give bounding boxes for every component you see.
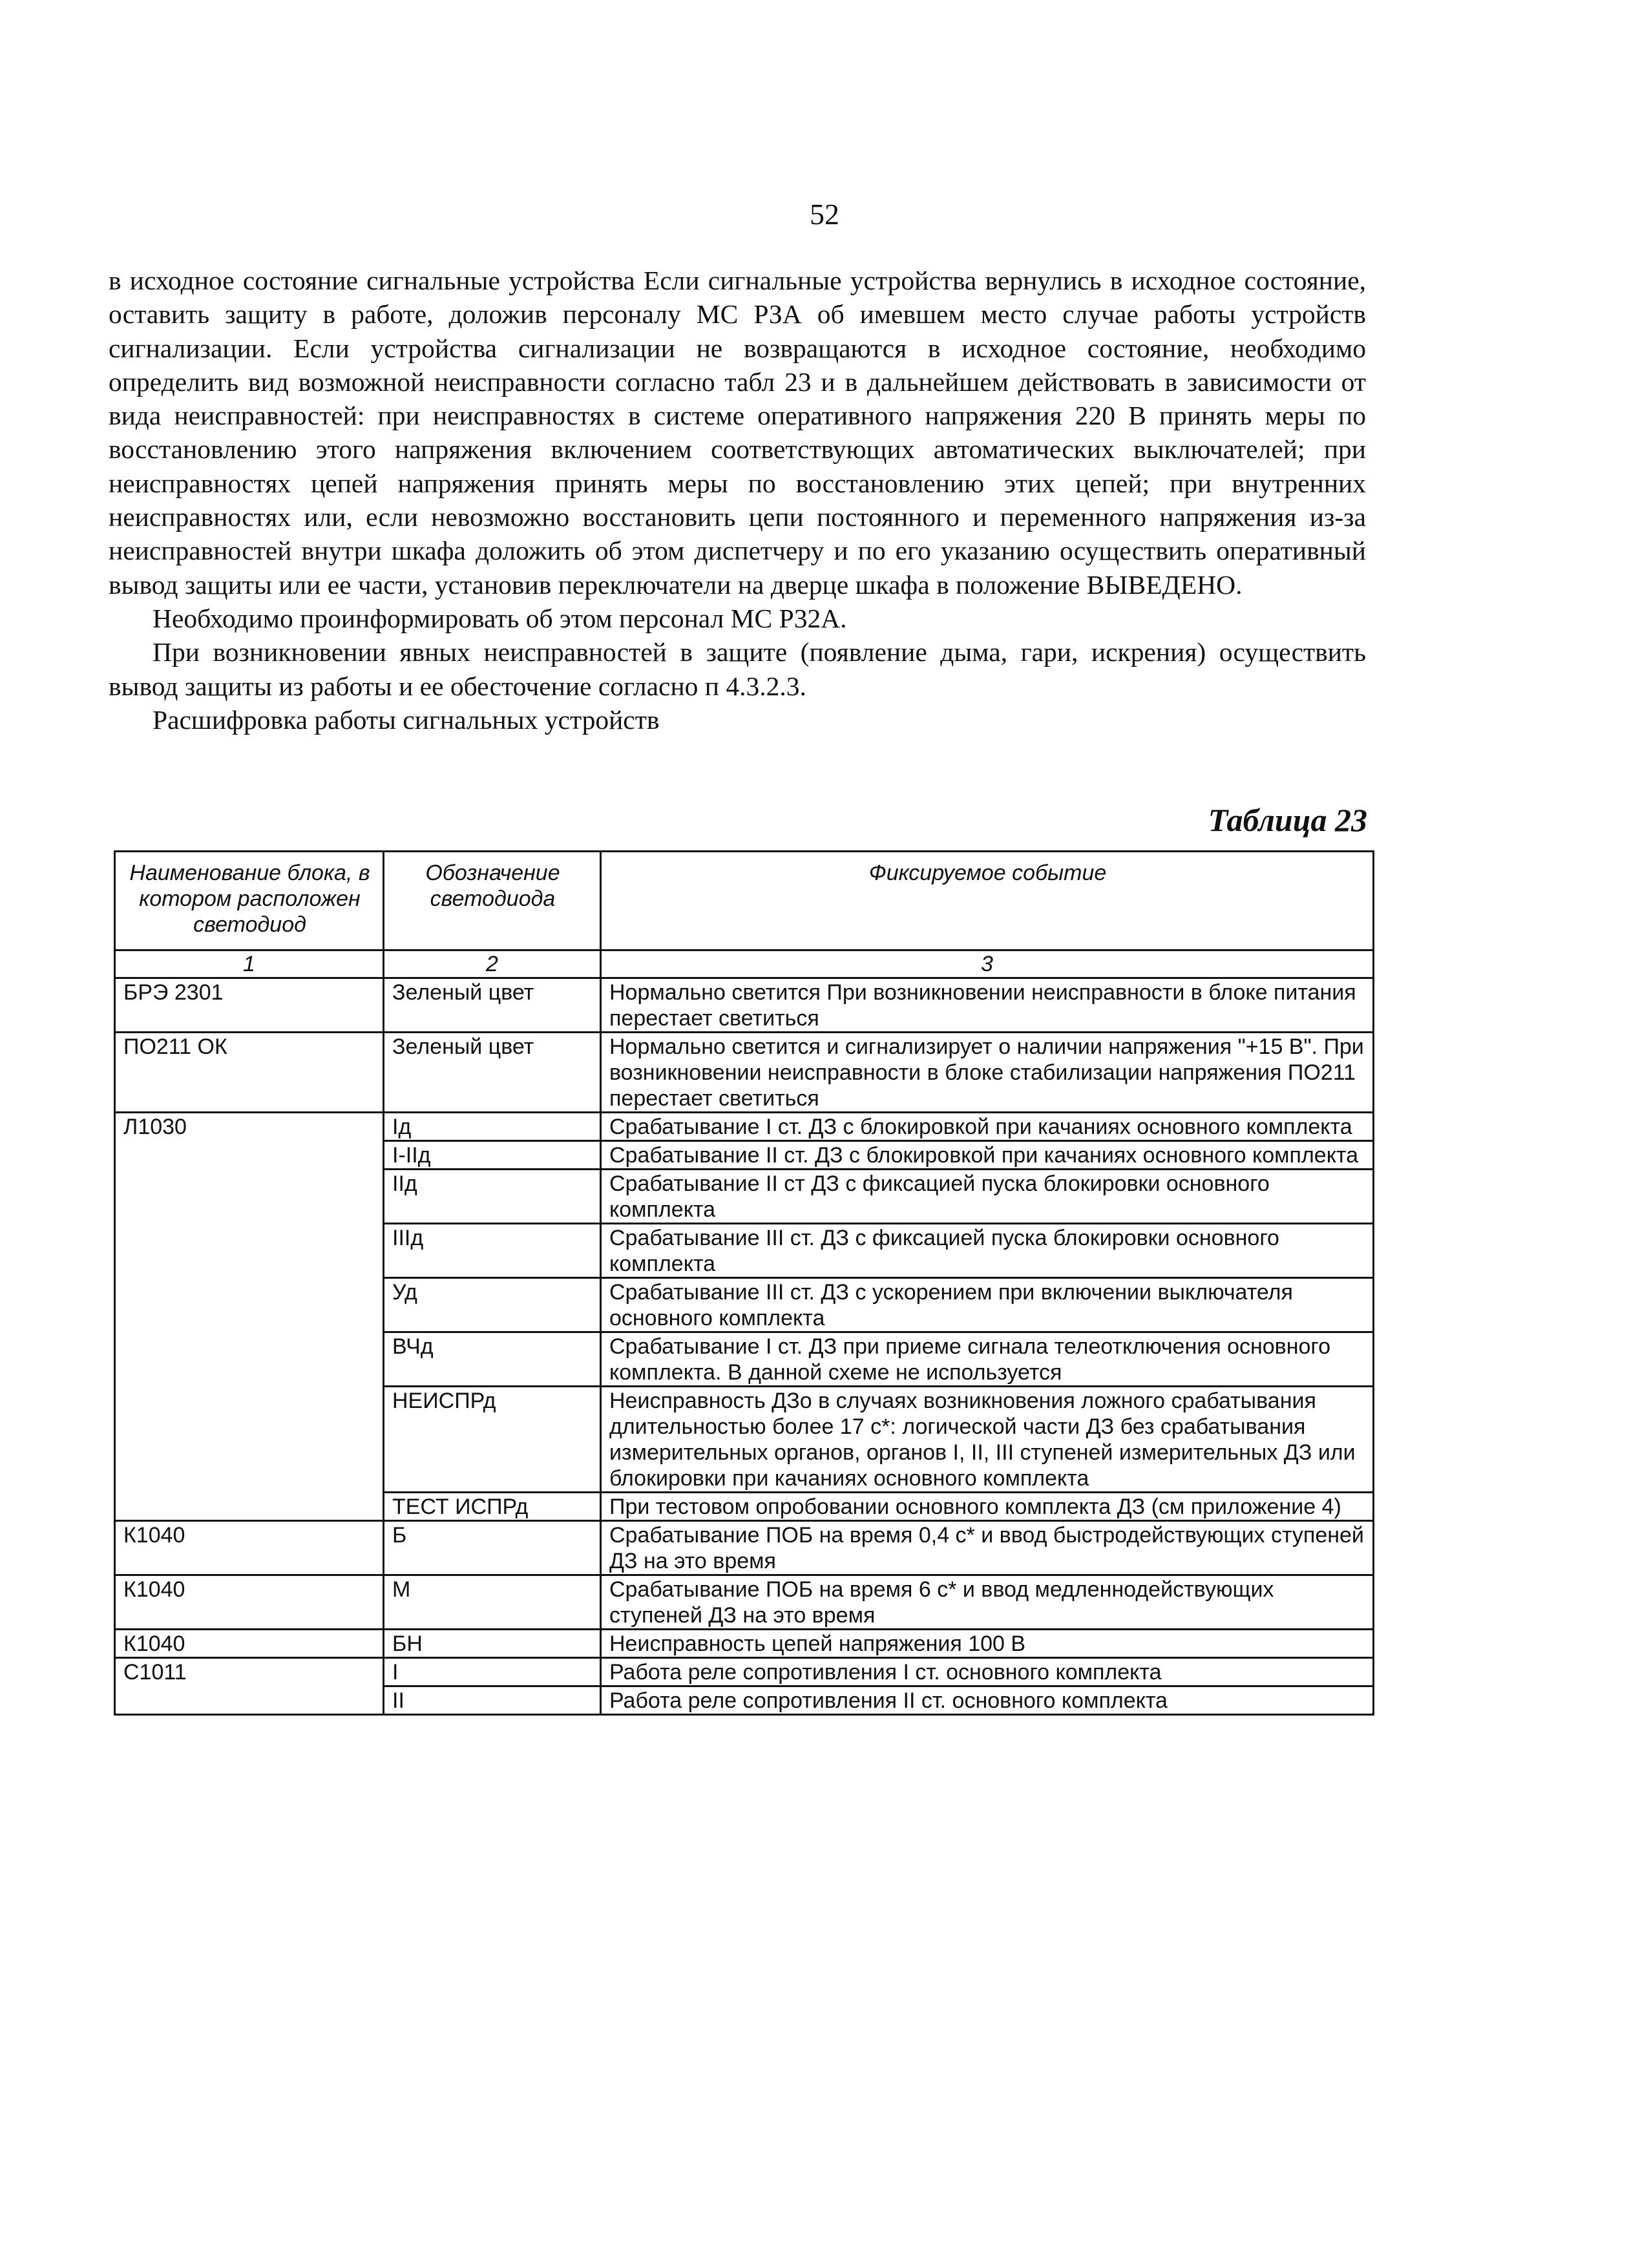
table-row bbox=[115, 1387, 1374, 1493]
led-cell: I bbox=[384, 1658, 601, 1686]
event-cell: Работа реле сопротивления I ст. основного комплекта bbox=[601, 1658, 1374, 1686]
led-cell: Зеленый цвет bbox=[384, 978, 601, 1033]
event-cell: Срабатывание ПОБ на время 0,4 с* и ввод быстродействующих ступеней ДЗ на это время bbox=[601, 1521, 1374, 1575]
event-cell: Нормально светится При возникновении неисправности в блоке питания перестает светиться bbox=[601, 978, 1374, 1033]
block-name-cell: К1040 bbox=[115, 1575, 384, 1630]
block-name-cell bbox=[115, 1170, 384, 1224]
block-name-cell: Л1030 bbox=[115, 1113, 384, 1141]
table-row bbox=[115, 1658, 1374, 1686]
event-cell: Срабатывание III ст. ДЗ с фиксацией пуска блокировки основного комплекта bbox=[601, 1224, 1374, 1278]
event-cell: Срабатывание ПОБ на время 6 с* и ввод медленнодействующих ступеней ДЗ на это время bbox=[601, 1575, 1374, 1630]
block-name-cell bbox=[115, 1141, 384, 1170]
table-row bbox=[115, 1278, 1374, 1332]
table-header-row bbox=[115, 852, 1374, 950]
table-row bbox=[115, 1575, 1374, 1630]
table-row bbox=[115, 1332, 1374, 1387]
block-name-cell bbox=[115, 1387, 384, 1493]
led-cell: II bbox=[384, 1686, 601, 1715]
led-cell: Зеленый цвет bbox=[384, 1033, 601, 1113]
table-row bbox=[115, 1224, 1374, 1278]
signal-devices-table bbox=[114, 850, 1374, 1716]
block-name-cell: ПО211 ОК bbox=[115, 1033, 384, 1113]
paragraph: При возникновении явных неисправностей в защите (появление дыма, гари, искрения) осуществить вывод защиты из работы и ее обесточение согласно п 4.3.2.3. bbox=[109, 637, 1366, 701]
event-cell: Срабатывание III ст. ДЗ с ускорением при включении выключателя основного комплекта bbox=[601, 1278, 1374, 1332]
event-cell: При тестовом опробовании основного комплекта ДЗ (см приложение 4) bbox=[601, 1493, 1374, 1521]
table-row bbox=[115, 1113, 1374, 1141]
block-name-cell bbox=[115, 1224, 384, 1278]
led-cell: М bbox=[384, 1575, 601, 1630]
event-cell: Работа реле сопротивления II ст. основного комплекта bbox=[601, 1686, 1374, 1715]
block-name-cell: К1040 bbox=[115, 1630, 384, 1658]
header-led-designation: Обозначение светодиода bbox=[384, 852, 601, 950]
page-number: 52 bbox=[810, 198, 839, 231]
paragraph: в исходное состояние сигнальные устройства Если сигнальные устройства вернулись в исходное состояние, оставить защиту в работе, доложив персоналу МС РЗА об имевшем место случае работы устройств сигнализации. Если устройства сигнализации не возвращаются в исходное состояние, необходимо определить вид возможной неисправности согласно табл 23 и в дальнейшем действовать в зависимости от вида неисправностей: при неисправностях в системе оперативного напряжения 220 В принять меры по восстановлению этого напряжения включением соответствующих автоматических выключателей; при неисправностях цепей напряжения принять меры по восстановлению этих цепей; при внутренних неисправностях или, если невозможно восстановить цепи постоянного и переменного напряжения из-за неисправностей внутри шкафа доложить об этом диспетчеру и по его указанию осуществить оперативный вывод защиты или ее части, установив переключатели на дверце шкафа в положение ВЫВЕДЕНО. bbox=[109, 266, 1366, 600]
led-cell: Б bbox=[384, 1521, 601, 1575]
event-cell: Нормально светится и сигнализирует о наличии напряжения "+15 В". При возникновении неисправности в блоке стабилизации напряжения ПО211 перестает светиться bbox=[601, 1033, 1374, 1113]
led-cell: БН bbox=[384, 1630, 601, 1658]
column-number: 1 bbox=[115, 950, 384, 978]
block-name-cell bbox=[115, 1493, 384, 1521]
body-text bbox=[109, 264, 1366, 737]
column-number: 2 bbox=[384, 950, 601, 978]
table-row bbox=[115, 1170, 1374, 1224]
header-event: Фиксируемое событие bbox=[601, 852, 1374, 950]
event-cell: Срабатывание II ст. ДЗ с блокировкой при качаниях основного комплекта bbox=[601, 1141, 1374, 1170]
led-cell: НЕИСПРд bbox=[384, 1387, 601, 1493]
event-cell: Срабатывание I ст. ДЗ при приеме сигнала телеотключения основного комплекта. В данной схеме не используется bbox=[601, 1332, 1374, 1387]
block-name-cell: К1040 bbox=[115, 1521, 384, 1575]
column-number-row bbox=[115, 950, 1374, 978]
table-row bbox=[115, 1686, 1374, 1715]
paragraph: Необходимо проинформировать об этом персонал МС Р32А. bbox=[152, 603, 847, 633]
block-name-cell: БРЭ 2301 bbox=[115, 978, 384, 1033]
table-row bbox=[115, 978, 1374, 1033]
event-cell: Срабатывание I ст. ДЗ с блокировкой при качаниях основного комплекта bbox=[601, 1113, 1374, 1141]
block-name-cell: С1011 bbox=[115, 1658, 384, 1686]
table-row bbox=[115, 1630, 1374, 1658]
event-cell: Неисправность цепей напряжения 100 В bbox=[601, 1630, 1374, 1658]
table-row bbox=[115, 1493, 1374, 1521]
header-block-name: Наименование блока, в котором расположен светодиод bbox=[115, 852, 384, 950]
table-caption: Таблица 23 bbox=[1208, 802, 1367, 838]
event-cell: Срабатывание II ст ДЗ с фиксацией пуска блокировки основного комплекта bbox=[601, 1170, 1374, 1224]
led-cell: IIIд bbox=[384, 1224, 601, 1278]
led-cell: IIд bbox=[384, 1170, 601, 1224]
led-cell: Уд bbox=[384, 1278, 601, 1332]
column-number: 3 bbox=[601, 950, 1374, 978]
block-name-cell bbox=[115, 1332, 384, 1387]
led-cell: ВЧд bbox=[384, 1332, 601, 1387]
led-cell: Iд bbox=[384, 1113, 601, 1141]
paragraph: Расшифровка работы сигнальных устройств bbox=[152, 704, 660, 735]
block-name-cell bbox=[115, 1278, 384, 1332]
block-name-cell bbox=[115, 1686, 384, 1715]
led-cell: ТЕСТ ИСПРд bbox=[384, 1493, 601, 1521]
table-row bbox=[115, 1521, 1374, 1575]
table-row bbox=[115, 1033, 1374, 1113]
event-cell: Неисправность ДЗо в случаях возникновения ложного срабатывания длительностью более 17 с*: логической части ДЗ без срабатывания измерительных органов, органов I, II, III ступеней измерительных ДЗ или блокировки при качаниях основного комплекта bbox=[601, 1387, 1374, 1493]
table-row bbox=[115, 1141, 1374, 1170]
led-cell: I-IIд bbox=[384, 1141, 601, 1170]
